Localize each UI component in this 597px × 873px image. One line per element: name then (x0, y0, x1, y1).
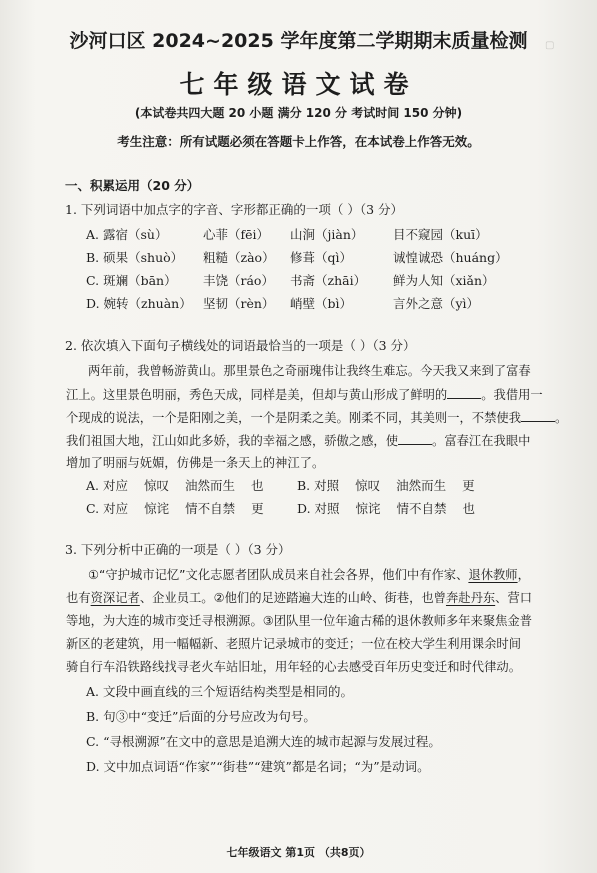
q2-opt-c-1: C. 对应 (86, 501, 129, 516)
q1-option-c-4: 鲜为人知（xiǎn） (393, 273, 495, 288)
q1-option-b-2: 粗糙（zào） (203, 250, 275, 265)
q2-opt-c-2: 惊诧 (144, 501, 170, 516)
q1-option-d-2: 坚韧（rèn） (203, 296, 275, 311)
q2-blank-3 (398, 434, 432, 445)
q2-passage-text: 我们祖国大地，江山如此多娇，我的幸福之感，骄傲之感，使 (66, 434, 399, 448)
q2-option-a (86, 480, 263, 493)
q1-option-b-1: B. 硕果（shuò） (86, 250, 184, 265)
question-2-stem: 2. 依次填入下面句子横线处的词语最恰当的一项是（ ）（3 分） (65, 338, 416, 353)
page-footer: 七年级语文 第1页 （共8页） (226, 846, 371, 859)
q3-underlined-phrase: 奔赴丹东 (445, 591, 496, 605)
q2-opt-a-1: A. 对应 (86, 478, 128, 493)
bleed-through: ▢ (545, 40, 555, 51)
q3-option-b: B. 句③中“变迁”后面的分号应改为句号。 (86, 709, 316, 724)
q2-opt-d-1: D. 对照 (297, 501, 340, 516)
q3-text: 也有 (66, 591, 91, 605)
q1-option-d-4: 言外之意（yì） (393, 296, 480, 311)
q1-option-b-4: 诚惶诚恐（huáng） (393, 250, 508, 265)
q2-passage-text: 。 (555, 411, 568, 425)
q1-option-a-4: 目不窥园（kuī） (393, 227, 488, 242)
q2-passage-text: 江上。这里景色明丽，秀色天成，同样是美，但却与黄山形成了鲜明的 (66, 388, 448, 402)
q3-text: ①“守护城市记忆”文化志愿者团队成员来自社会各界，他们中有作家、 (88, 568, 469, 582)
q2-opt-c-3: 情不自禁 (185, 501, 236, 516)
q3-passage-line-4: 新区的老建筑，用一幅幅新、老照片记录城市的变迁；一位在校大学生利用课余时间 (66, 637, 521, 651)
q3-option-c: C. “寻根溯源”在文中的意思是追溯大连的城市起源与发展过程。 (86, 734, 441, 749)
q3-text: 、企业员工。②他们的足迹踏遍大连的山岭、街巷，也曾 (139, 591, 446, 605)
candidate-notice: 考生注意：所有试题必须在答题卡上作答，在本试卷上作答无效。 (117, 134, 480, 149)
question-1-stem: 1. 下列词语中加点字的字音、字形都正确的一项（ ）（3 分） (65, 202, 404, 217)
section-heading: 一、积累运用（20 分） (65, 178, 200, 193)
q2-opt-c-4: 更 (251, 501, 264, 516)
q2-passage-line-4 (66, 434, 530, 447)
q3-passage-line-3: 等地，为大连的城市变迁寻根溯源。③团队里一位年逾古稀的退休教师多年来聚焦金普 (66, 614, 533, 628)
q2-passage-text: 。我借用一 (481, 388, 543, 402)
q2-opt-b-4: 更 (462, 478, 475, 493)
q2-passage-text: 。富春江在我眼中 (432, 434, 531, 448)
exam-info: (本试卷共四大题 20 小题 满分 120 分 考试时间 150 分钟) (134, 106, 463, 120)
q2-opt-a-3: 油然而生 (184, 478, 235, 493)
q2-opt-d-3: 情不自禁 (396, 501, 447, 516)
q2-opt-d-2: 惊诧 (355, 501, 381, 516)
q3-option-d: D. 文中加点词语“作家”“街巷”“建筑”都是名词；“为”是动词。 (86, 759, 430, 774)
q1-option-c-2: 丰饶（ráo） (203, 273, 274, 288)
q2-blank-2 (521, 411, 555, 422)
q1-option-d-3: 峭壁（bì） (290, 296, 352, 311)
q2-opt-b-3: 油然而生 (396, 478, 447, 493)
q2-option-b (297, 480, 475, 493)
q2-opt-b-2: 惊叹 (355, 478, 381, 493)
q2-option-d (297, 503, 475, 516)
question-3-stem: 3. 下列分析中正确的一项是（ ）（3 分） (65, 542, 291, 557)
q2-blank-1 (447, 388, 481, 399)
q2-passage-line-5: 增加了明丽与妩媚，仿佛是一条天上的神江了。 (66, 456, 325, 470)
q3-passage-line-1 (88, 569, 530, 581)
q2-opt-a-2: 惊叹 (143, 478, 169, 493)
q2-opt-d-4: 也 (462, 501, 476, 516)
q2-passage-line-3 (66, 411, 567, 424)
q1-option-d-1: D. 婉转（zhuàn） (86, 296, 192, 311)
q2-passage-text: 个现成的说法，一个是阳刚之美，一个是阴柔之美。刚柔不同，其美则一，不禁使我 (66, 411, 521, 425)
q1-option-c-1: C. 斑斓（bān） (86, 273, 177, 288)
q3-underlined-phrase: 退休教师 (468, 568, 518, 582)
paper-title: 七年级语文试卷 (179, 70, 418, 99)
q2-option-c (86, 503, 264, 516)
q3-underlined-phrase: 资深记者 (90, 591, 140, 605)
q1-option-a-1: A. 露宿（sù） (86, 227, 168, 242)
q1-option-a-2: 心菲（fēi） (203, 227, 270, 242)
q2-opt-b-1: B. 对照 (297, 478, 340, 493)
q1-option-a-3: 山涧（jiàn） (290, 227, 364, 242)
q3-passage-line-2 (66, 592, 532, 604)
q3-passage-line-5: 骑自行车沿铁路线找寻老火车站旧址，用年轻的心去感受百年历史变迁和时代律动。 (66, 660, 521, 674)
q2-passage-line-2 (66, 388, 543, 401)
q2-opt-a-4: 也 (250, 478, 264, 493)
q3-text: 、营口 (495, 591, 533, 605)
q3-text: ， (517, 568, 530, 582)
exam-title: 沙河口区 2024~2025 学年度第二学期期末质量检测 (69, 30, 528, 52)
q1-option-b-3: 修葺（qì） (290, 250, 352, 265)
q2-passage-line-1: 两年前，我曾畅游黄山。那里景色之奇丽瑰伟让我终生难忘。今天我又来到了富春 (88, 364, 531, 378)
q1-option-c-3: 书斋（zhāi） (290, 273, 367, 288)
q3-option-a: A. 文段中画直线的三个短语结构类型是相同的。 (86, 684, 353, 699)
